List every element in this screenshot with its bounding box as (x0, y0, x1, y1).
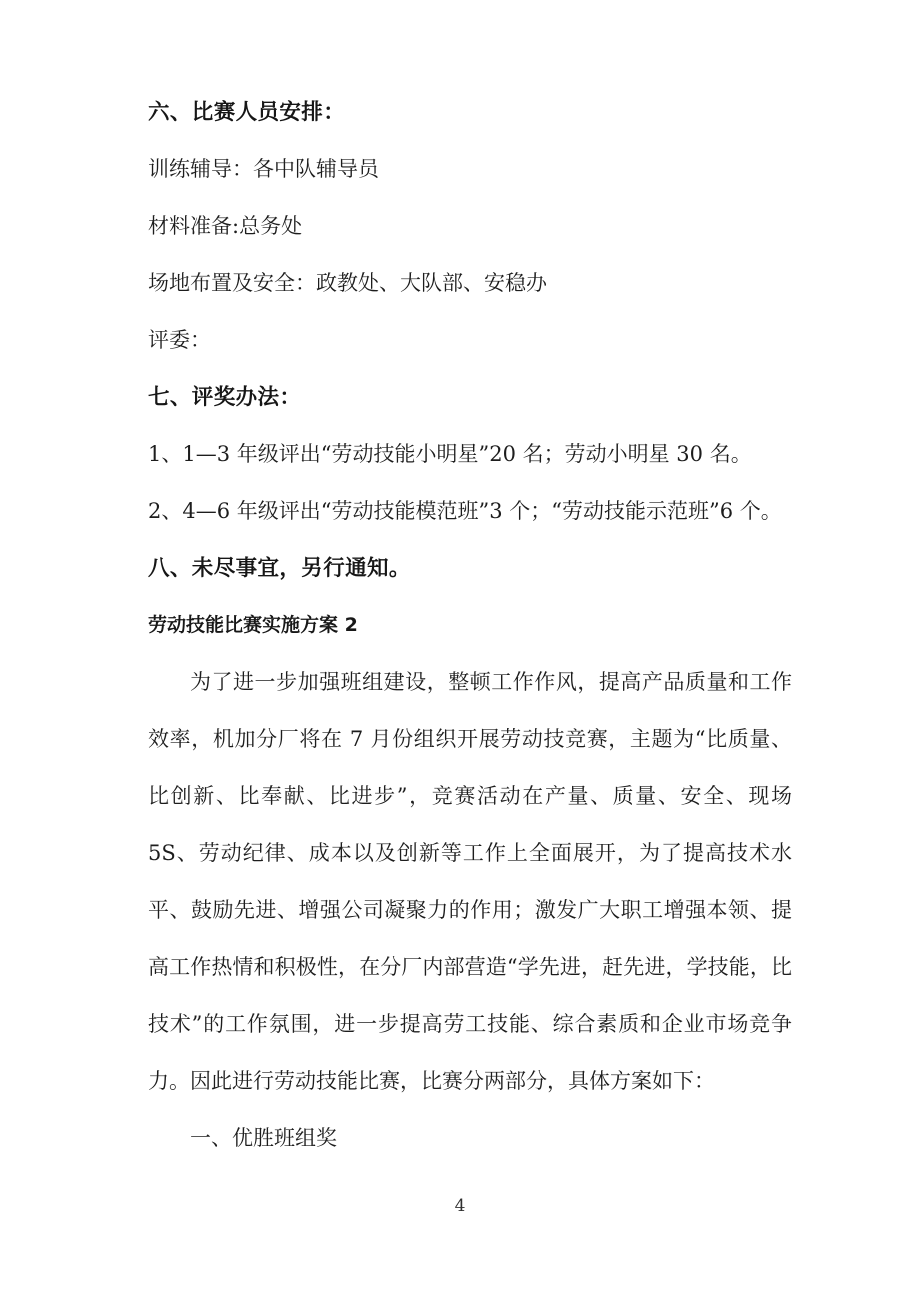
section-heading-eight: 八、未尽事宜，另行通知。 (148, 556, 411, 581)
award-item-1: 1、1—3 年级评出“劳动技能小明星”20 名；劳动小明星 30 名。 (148, 442, 752, 466)
page-number: 4 (454, 1196, 466, 1216)
award-item-2: 2、4—6 年级评出“劳动技能模范班”3 个；“劳动技能示范班”6 个。 (148, 499, 782, 523)
body-line-material-preparation: 材料准备:总务处 (148, 214, 303, 238)
body-line-judges: 评委： (148, 328, 211, 352)
page-content (148, 84, 792, 1167)
main-paragraph: 为了进一步加强班组建设，整顿工作作风，提高产品质量和工作效率，机加分厂将在 7 月份组织开展劳动技竞赛，主题为“比质量、比创新、比奉献、比进步”，竞赛活动在产量、质量、安全、现场 5S、劳动纪律、成本以及创新等工作上全面展开，为了提高技术水平、鼓励先进、增强公司凝聚力的作用；激发广大职工增强本领、提高工作热情和积极性，在分厂内部营造“学先进，赶先进，学技能，比技术”的工作氛围，进一步提高劳工技能、综合素质和企业市场竞争力。因此进行劳动技能比赛，比赛分两部分，具体方案如下： (148, 670, 792, 1093)
body-line-venue-and-safety: 场地布置及安全：政教处、大队部、安稳办 (148, 271, 547, 295)
body-line-training-guidance: 训练辅导：各中队辅导员 (148, 157, 379, 181)
section-heading-six: 六、比赛人员安排： (148, 100, 346, 125)
subsection-heading-one: 一、优胜班组奖 (190, 1126, 337, 1150)
section-heading-seven: 七、评奖办法： (148, 385, 302, 410)
sub-document-title: 劳动技能比赛实施方案 2 (148, 614, 358, 636)
